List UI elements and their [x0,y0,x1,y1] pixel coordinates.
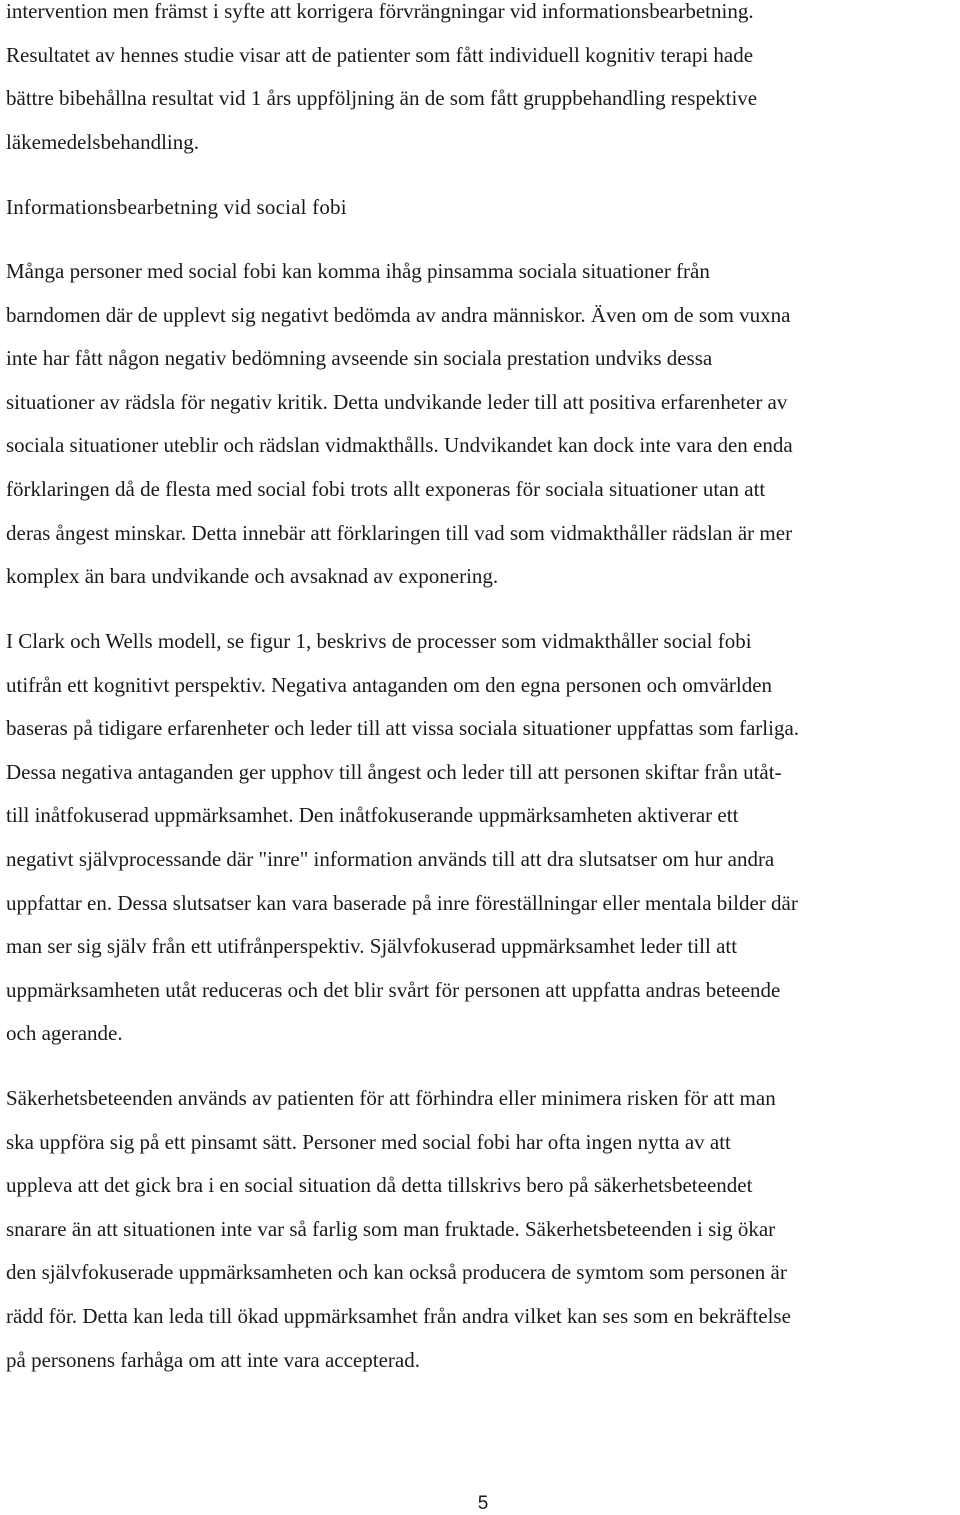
intro-paragraph [6,0,757,164]
text-line: situationer av rädsla för negativ kritik. Detta undvikande leder till att positiva erfarenheter av [6,389,788,414]
text-line: förklaringen då de flesta med social fobi trots allt exponeras för sociala situationer utan att [6,476,766,501]
text-line: snarare än att situationen inte var så farlig som man fruktade. Säkerhetsbeteenden i sig ökar [6,1216,776,1241]
text-line: läkemedelsbehandling. [6,129,200,154]
text-line: bättre bibehållna resultat vid 1 års uppföljning än de som fått gruppbehandling respektive [6,86,758,111]
text-line: man ser sig själv från ett utifrånperspektiv. Självfokuserad uppmärksamhet leder till att [6,934,738,959]
text-line: på personens farhåga om att inte vara accepterad. [6,1347,420,1372]
text-line: Dessa negativa antaganden ger upphov till ångest och leder till att personen skiftar från utåt- [6,759,782,784]
text-line: Resultatet av hennes studie visar att de patienter som fått individuell kognitiv terapi hade [6,42,754,67]
text-line: intervention men främst i syfte att korrigera förvrängningar vid informationsbearbetning. [6,0,754,23]
paragraph-clark-wells-model [6,620,799,1056]
text-line: uppfattar en. Dessa slutsatser kan vara baserade på inre föreställningar eller mentala bilder där [6,890,798,915]
paragraph-avoidance [6,250,793,599]
text-line: inte har fått någon negativ bedömning avseende sin sociala prestation undviks dessa [6,346,713,371]
text-line: baseras på tidigare erfarenheter och leder till att vissa sociala situationer uppfattas som farliga. [6,716,800,741]
text-line: Många personer med social fobi kan komma ihåg pinsamma sociala situationer från [6,259,710,283]
text-line: utifrån ett kognitivt perspektiv. Negativa antaganden om den egna personen och omvärlden [6,672,773,697]
text-line: I Clark och Wells modell, se figur 1, beskrivs de processer som vidmakthåller social fobi [6,629,752,653]
text-line: deras ångest minskar. Detta innebär att förklaringen till vad som vidmakthåller rädslan är mer [6,520,793,545]
text-line: uppleva att det gick bra i en social situation då detta tillskrivs bero på säkerhetsbeteendet [6,1173,753,1198]
text-line: Säkerhetsbeteenden används av patienten för att förhindra eller minimera risken för att man [6,1086,776,1110]
text-line: komplex än bara undvikande och avsaknad av exponering. [6,564,499,589]
paragraph-safety-behaviours [6,1077,791,1382]
text-line: den självfokuserade uppmärksamheten och kan också producera de symtom som personen är [6,1260,787,1285]
text-line: och agerande. [6,1021,123,1046]
text-line: sociala situationer uteblir och rädslan vidmakthålls. Undvikandet kan dock inte vara den enda [6,433,793,458]
text-line: till inåtfokuserad uppmärksamhet. Den inåtfokuserande uppmärksamheten aktiverar ett [6,803,739,828]
text-line: negativt självprocessande där "inre" information används till att dra slutsatser om hur andra [6,846,775,871]
text-line: barndomen där de upplevt sig negativt bedömda av andra människor. Även om de som vuxna [6,302,791,327]
page-number: 5 [477,1493,489,1514]
text-line: rädd för. Detta kan leda till ökad uppmärksamhet från andra vilket kan ses som en bekräftelse [6,1303,791,1328]
text-line: uppmärksamheten utåt reduceras och det blir svårt för personen att uppfatta andras beteende [6,977,781,1002]
text-line: ska uppföra sig på ett pinsamt sätt. Personer med social fobi har ofta ingen nytta av att [6,1129,731,1154]
section-heading: Informationsbearbetning vid social fobi [6,195,347,219]
